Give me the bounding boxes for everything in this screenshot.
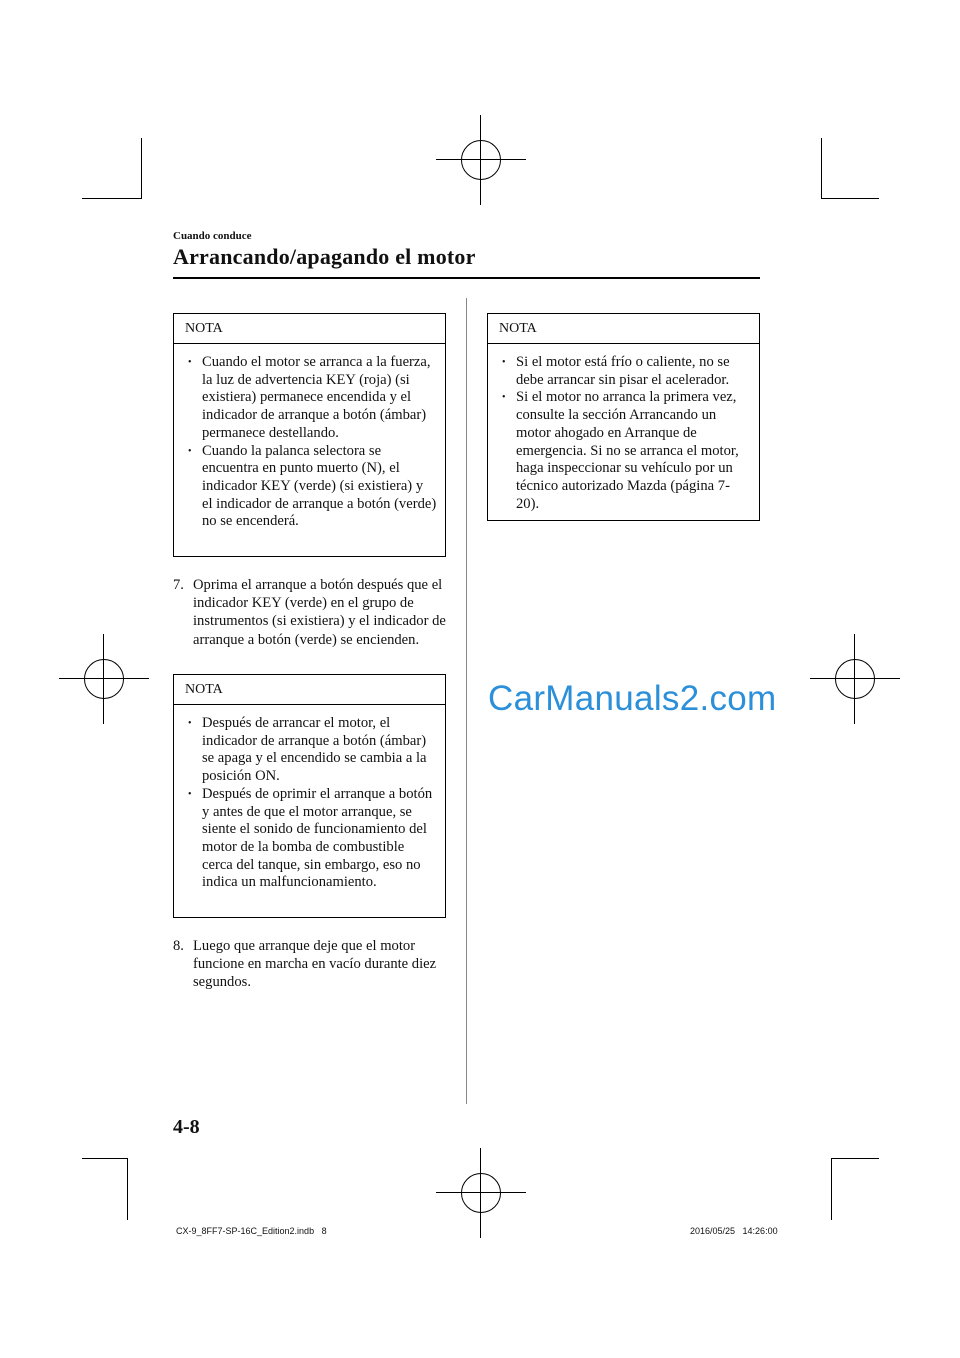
note-item: • Si el motor está frío o caliente, no se debe arrancar sin pisar el acelerador. <box>502 354 730 388</box>
title-rule <box>173 277 760 279</box>
note-item: • Si el motor no arranca la primera vez, consulte la sección Arrancando un motor ahogado en Arranque de emergencia. Si no se arranca el motor, haga inspeccionar su vehículo por un técnico autorizado Mazda (página 7-20). <box>502 389 739 512</box>
footer-file: CX-9_8FF7-SP-16C_Edition2.indb 8 <box>176 1226 327 1236</box>
page-title: Arrancando/apagando el motor <box>173 244 476 269</box>
step-number: 7. <box>173 577 184 593</box>
page-number: 4-8 <box>173 1116 200 1138</box>
bullet-icon: • <box>188 445 192 457</box>
bullet-icon: • <box>502 357 506 368</box>
watermark-link[interactable]: CarManuals2.com <box>488 679 777 718</box>
note-item: • Después de oprimir el arranque a botón y antes de que el motor arranque, se siente el sonido de funcionamiento del motor de la bomba de combustible cerca del tanque, sin embargo, eso no indica un malfuncionamiento. <box>188 785 433 891</box>
note-label: NOTA <box>488 314 759 344</box>
registration-mark-bottom <box>436 1148 526 1238</box>
section-name: Cuando conduce <box>173 230 252 242</box>
registration-mark-left <box>59 634 149 724</box>
registration-mark-top <box>436 115 526 205</box>
step-7 <box>173 576 453 649</box>
footer-timestamp: 2016/05/25 14:26:00 <box>690 1226 778 1236</box>
registration-mark-right <box>810 634 900 724</box>
step-8 <box>173 937 453 992</box>
step-text: Oprima el arranque a botón después que el indicador KEY (verde) en el grupo de instrumentos (si existiera) y el indicador de arranque a botón (verde) se encienden. <box>193 577 446 648</box>
bullet-icon: • <box>188 718 192 729</box>
note-label: NOTA <box>174 675 445 705</box>
bullet-icon: • <box>188 357 192 368</box>
bullet-icon: • <box>502 392 506 404</box>
bullet-icon: • <box>188 788 192 800</box>
note-item: • Después de arrancar el motor, el indicador de arranque a botón (ámbar) se apaga y el encendido se cambia a la posición ON. <box>188 715 427 785</box>
note-label: NOTA <box>174 314 445 344</box>
column-divider <box>466 298 467 1104</box>
note-box-2 <box>173 674 446 918</box>
step-text: Luego que arranque deje que el motor funcione en marcha en vacío durante diez segundos. <box>193 938 437 991</box>
note-box-3 <box>487 313 760 521</box>
step-number: 8. <box>173 938 184 954</box>
note-item: • Cuando el motor se arranca a la fuerza, la luz de advertencia KEY (roja) (si existiera) permanece encendida y el indicador de arranque a botón (ámbar) permanece destellando. <box>188 354 431 441</box>
note-box-1 <box>173 313 446 557</box>
note-item: • Cuando la palanca selectora se encuentra en punto muerto (N), el indicador KEY (verde) (si existiera) y el indicador de arranque a botón (verde) no se encenderá. <box>188 442 437 530</box>
